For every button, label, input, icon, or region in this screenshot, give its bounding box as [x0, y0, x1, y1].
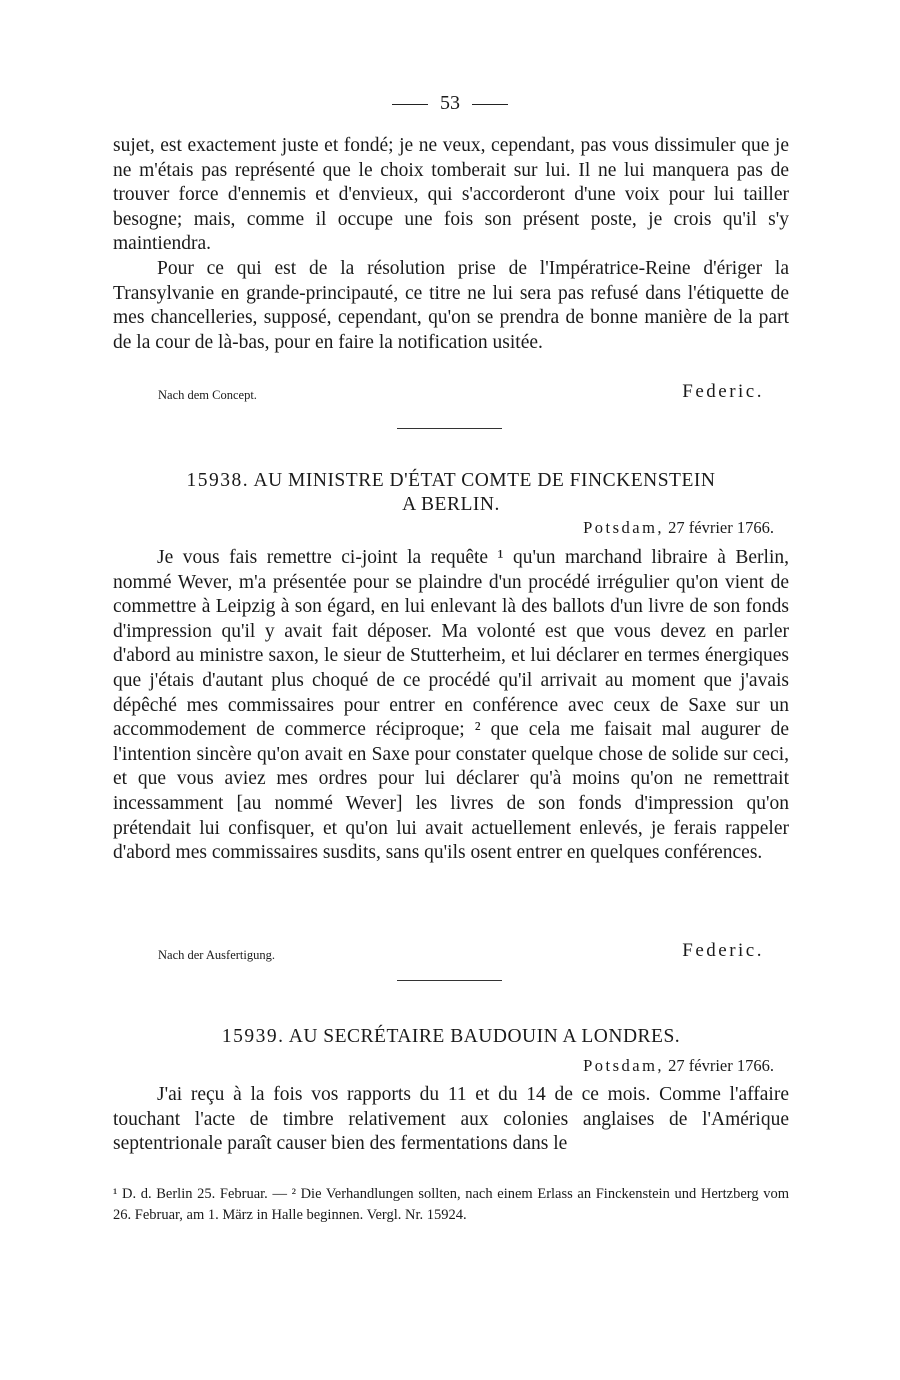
letter15938-title [113, 469, 789, 517]
section-divider-1 [397, 428, 502, 429]
letter15938-number: 15938. [186, 470, 250, 491]
letter15939-place: Potsdam, [583, 1056, 665, 1075]
section1-source-note: Nach dem Concept. [158, 388, 257, 402]
letter15939-title [113, 1025, 789, 1049]
header-dash-right [472, 104, 508, 105]
header-dash-left [392, 104, 428, 105]
page-number: 53 [440, 92, 460, 114]
section1-text [113, 134, 789, 355]
letter15938-body: Je vous fais remettre ci-joint la requête ¹ qu'un marchand libraire à Berlin, nommé Wever, m'a présentée pour se plaindre d'un procédé irrégulier qu'on vient de commettre à Leipzig à son égard, en lui enlevant là des ballots d'un livre de son fonds d'impression qu'il y avait fait déposer. Ma volonté est que vous devez en parler d'abord au ministre saxon, le sieur de Stutterheim, et lui déclarer en termes énergiques que j'étais d'autant plus choqué de ce procédé qu'il arrivait au moment que j'avais dépêché mes commissaires pour entrer en conférence avec ceux de Saxe sur un accommodement de commerce réciproque; ² que cela me faisait mal augurer de l'intention sincère qu'on avait en Saxe pour constater quelque chose de solide sur ceci, et que vous aviez mes ordres pour lui déclarer qu'à moins qu'on ne remettrait incessamment [au nommé Wever] les livres de son fonds d'impression qu'on prétendait lui confisquer, et qu'on lui avait actuellement enlevés, je ferais rappeler d'abord mes commissaires susdits, sans qu'ils osent entrer en quelques conférences. [113, 547, 789, 864]
letter15938-title-line2: A BERLIN. [402, 494, 500, 515]
letter15939-dateline [583, 1056, 774, 1076]
section1-paragraph2: Pour ce qui est de la résolution prise de l'Impératrice-Reine d'ériger la Transylvanie en grande-principauté, ce titre ne lui sera pas refusé dans l'étiquette de mes chancelleries, supposé, cependant, qu'on se prendra de bonne manière de la part de la cour de là-bas, pour en faire la notification usitée. [113, 257, 789, 353]
letter15938-signature: Federic. [682, 940, 764, 961]
letter15938-date: 27 février 1766. [668, 518, 774, 537]
page-header [0, 92, 900, 115]
letter15938-dateline [583, 518, 774, 538]
letter15938-place: Potsdam, [583, 518, 665, 537]
section1-paragraph1: sujet, est exactement juste et fondé; je ne veux, cependant, pas vous dissimuler que je ne m'étais pas représenté que le choix tomberait sur lui. Il ne lui manquera pas de trouver force d'ennemis et d'envieux, qui s'accorderont d'une voix pour lui tailler besogne; mais, comme il occupe une fois son présent poste, je crois qu'il s'y maintiendra. [113, 135, 789, 255]
letter15938-source-note: Nach der Ausfertigung. [158, 948, 275, 962]
footnotes: ¹ D. d. Berlin 25. Februar. — ² Die Verhandlungen sollten, nach einem Erlass an Finckenstein und Hertzberg vom 26. Februar, am 1. März in Halle beginnen. Vergl. Nr. 15924. [113, 1186, 789, 1223]
section1-signature: Federic. [682, 381, 764, 402]
letter15938-text [113, 546, 789, 866]
letter15938-title-line1: AU MINISTRE D'ÉTAT COMTE DE FINCKENSTEIN [253, 470, 716, 491]
letter15939-number: 15939. [221, 1026, 285, 1047]
letter15939-date: 27 février 1766. [668, 1056, 774, 1075]
section-divider-2 [397, 980, 502, 981]
letter15939-body: J'ai reçu à la fois vos rapports du 11 et du 14 de ce mois. Comme l'affaire touchant l'acte de timbre relativement aux colonies anglaises de l'Amérique septentrionale paraît causer bien des fermentations dans le [113, 1084, 789, 1155]
letter15939-text [113, 1083, 789, 1157]
letter15939-title-text: AU SECRÉTAIRE BAUDOUIN A LONDRES. [288, 1026, 681, 1047]
